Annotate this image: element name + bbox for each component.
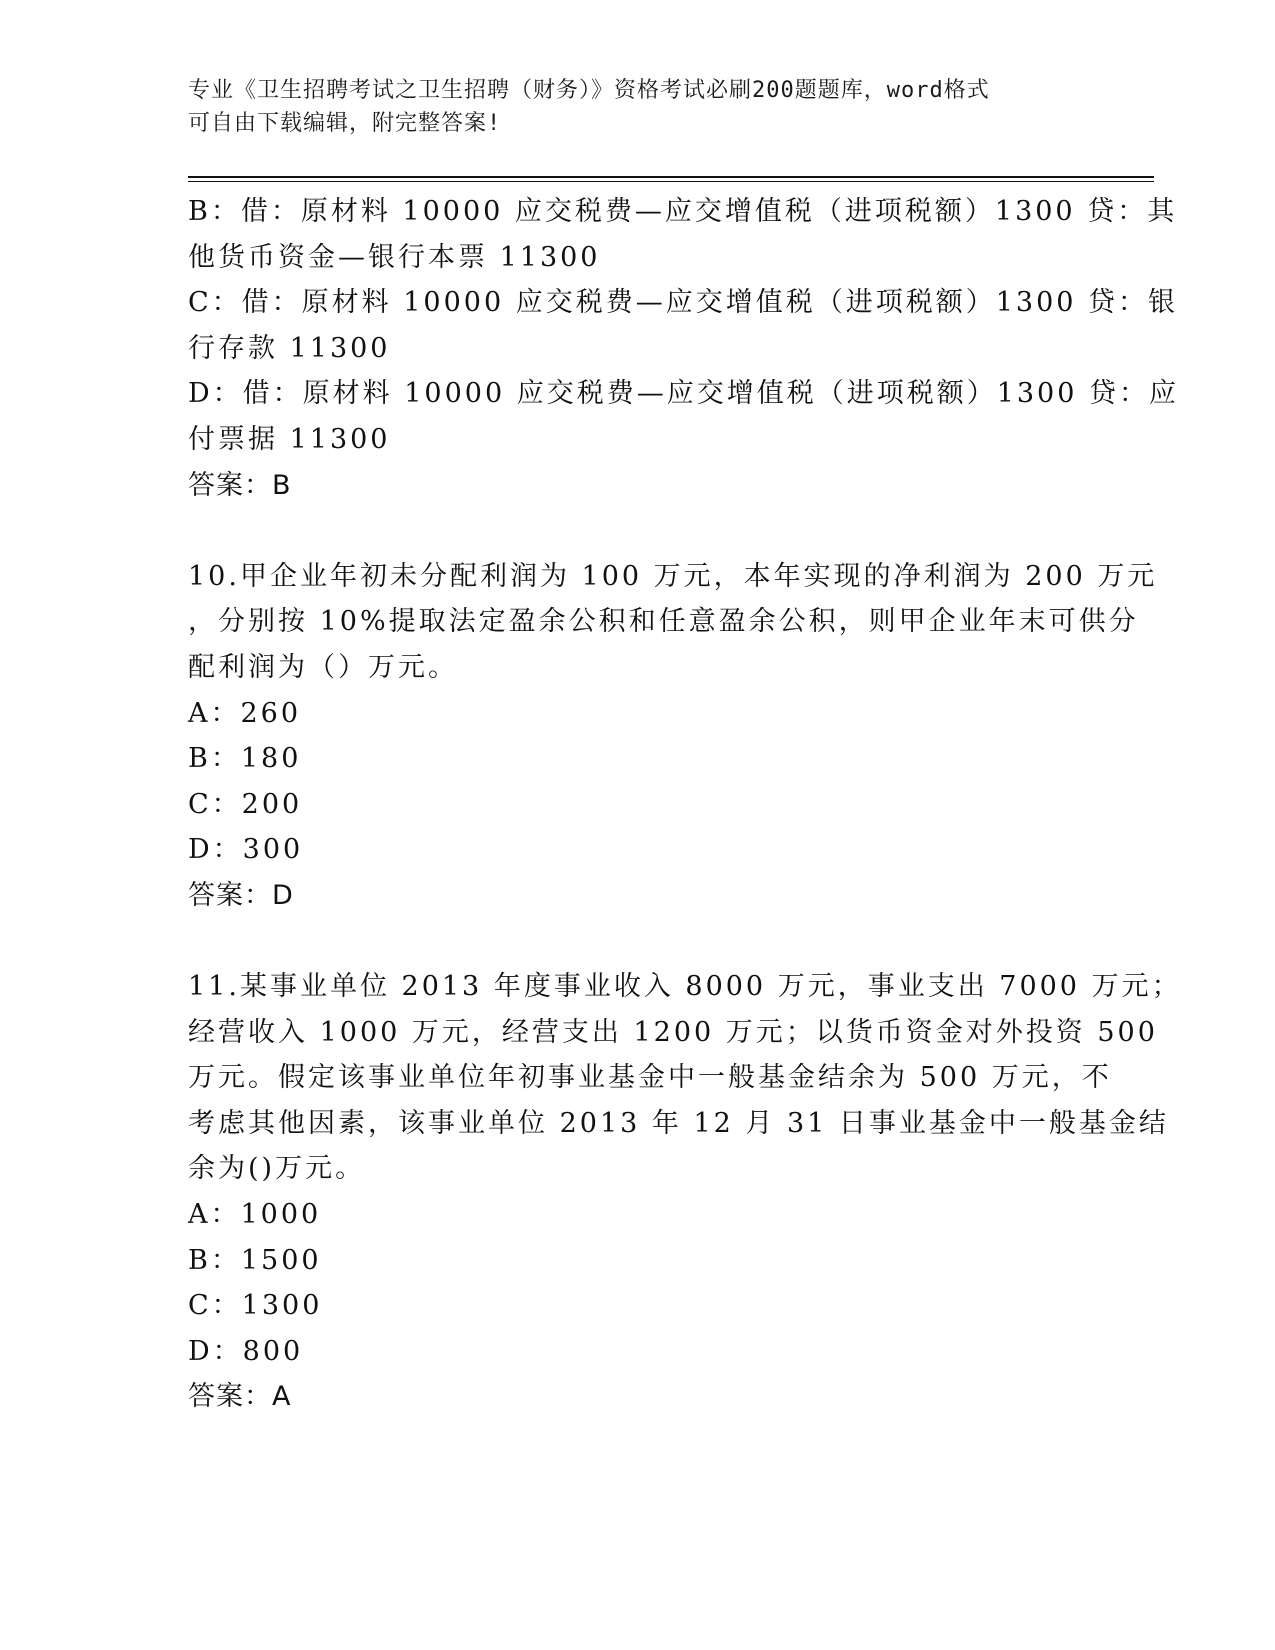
question-11 [188,964,1182,1420]
question-stem-line-5: 余为()万元。 [188,1153,366,1185]
option-b-line-1: B：借：原材料 10000 应交税费—应交增值税（进项税额）1300 贷：其 [188,196,1178,227]
option-d-line-2: 付票据 11300 [188,423,391,455]
option-b: B：180 [188,743,302,775]
document-header [188,74,1068,140]
option-c-line-2: 行存款 11300 [188,332,391,364]
option-a: A：260 [188,697,302,729]
question-stem-line-3: 配利润为（）万元。 [188,651,458,683]
option-b-line-2: 他货币资金—银行本票 11300 [188,241,601,273]
option-d-line-1: D：借：原材料 10000 应交税费—应交增值税（进项税额）1300 贷：应 [188,378,1179,410]
question-stem-line-2: ，分别按 10%提取法定盈余公积和任意盈余公积，则甲企业年末可供分 [188,606,1139,638]
question-9-options [188,189,1179,508]
question-gap [188,919,1088,965]
question-10 [188,554,1158,919]
header-title-line-1: 专业《卫生招聘考试之卫生招聘（财务）》资格考试必刷200题题库，word格式 [188,78,990,103]
answer-label: 答案：B [188,469,292,501]
question-stem-line-4: 考虑其他因素，该事业单位 2013 年 12 月 31 日事业基金中一般基金结 [188,1107,1169,1139]
question-content [188,189,1182,1420]
answer-label: 答案：A [188,1381,292,1413]
option-b: B：1500 [188,1244,322,1276]
question-stem-line-1: 11.某事业单位 2013 年度事业收入 8000 万元，事业支出 7000 万元； [188,971,1182,1003]
question-gap [188,508,1088,554]
header-divider-thick [188,176,1154,178]
option-c: C：200 [188,788,303,820]
question-stem-line-3: 万元。假定该事业单位年初事业基金中一般基金结余为 500 万元，不 [188,1062,1112,1094]
header-title-line-2: 可自由下载编辑，附完整答案! [188,111,502,136]
option-c-line-1: C：借：原材料 10000 应交税费—应交增值税（进项税额）1300 贷：银 [188,287,1179,319]
option-d: D：800 [188,1335,304,1367]
question-stem-line-2: 经营收入 1000 万元，经营支出 1200 万元；以货币资金对外投资 500 [188,1016,1158,1048]
header-divider-thin [188,181,1154,182]
option-a: A：1000 [188,1199,322,1231]
question-stem-line-1: 10.甲企业年初未分配利润为 100 万元，本年实现的净利润为 200 万元 [188,560,1158,592]
answer-label: 答案：D [188,879,294,911]
option-c: C：1300 [188,1290,323,1322]
option-d: D：300 [188,834,304,866]
